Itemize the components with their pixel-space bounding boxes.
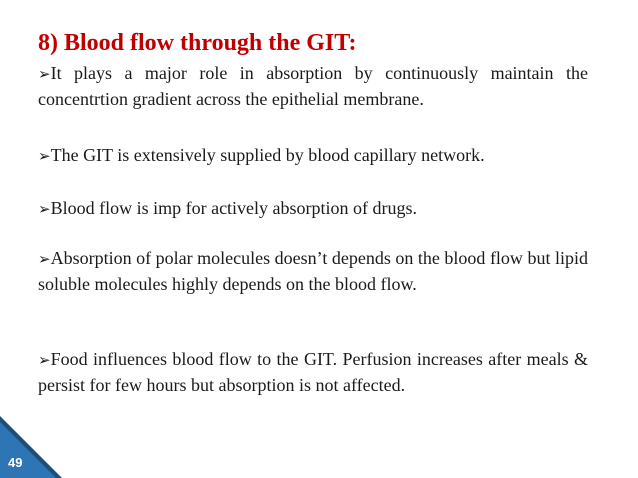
bullet-text: It plays a major role in absorption by continuously maintain the concentrtion gradient across the epithelial membrane. bbox=[38, 63, 588, 109]
bullet-text: The GIT is extensively supplied by blood capillary network. bbox=[50, 145, 485, 165]
bullet-item bbox=[38, 347, 588, 398]
arrow-bullet-icon: ➢ bbox=[38, 65, 51, 83]
bullet-item bbox=[38, 143, 588, 169]
arrow-bullet-icon: ➢ bbox=[38, 147, 51, 165]
arrow-bullet-icon: ➢ bbox=[38, 250, 51, 268]
slide-title: 8) Blood flow through the GIT: bbox=[38, 30, 357, 56]
page-number: 49 bbox=[8, 455, 23, 470]
bullet-item bbox=[38, 61, 588, 112]
arrow-bullet-icon: ➢ bbox=[38, 200, 51, 218]
bullet-text: Food influences blood flow to the GIT. Perfusion increases after meals & persist for few hours but absorption is not affected. bbox=[38, 349, 588, 395]
bullet-item bbox=[38, 246, 588, 297]
bullet-item bbox=[38, 196, 588, 222]
arrow-bullet-icon: ➢ bbox=[38, 351, 51, 369]
bullet-text: Absorption of polar molecules doesn’t depends on the blood flow but lipid soluble molecules highly depends on the blood flow. bbox=[38, 248, 588, 294]
bullet-text: Blood flow is imp for actively absorption of drugs. bbox=[50, 198, 418, 218]
